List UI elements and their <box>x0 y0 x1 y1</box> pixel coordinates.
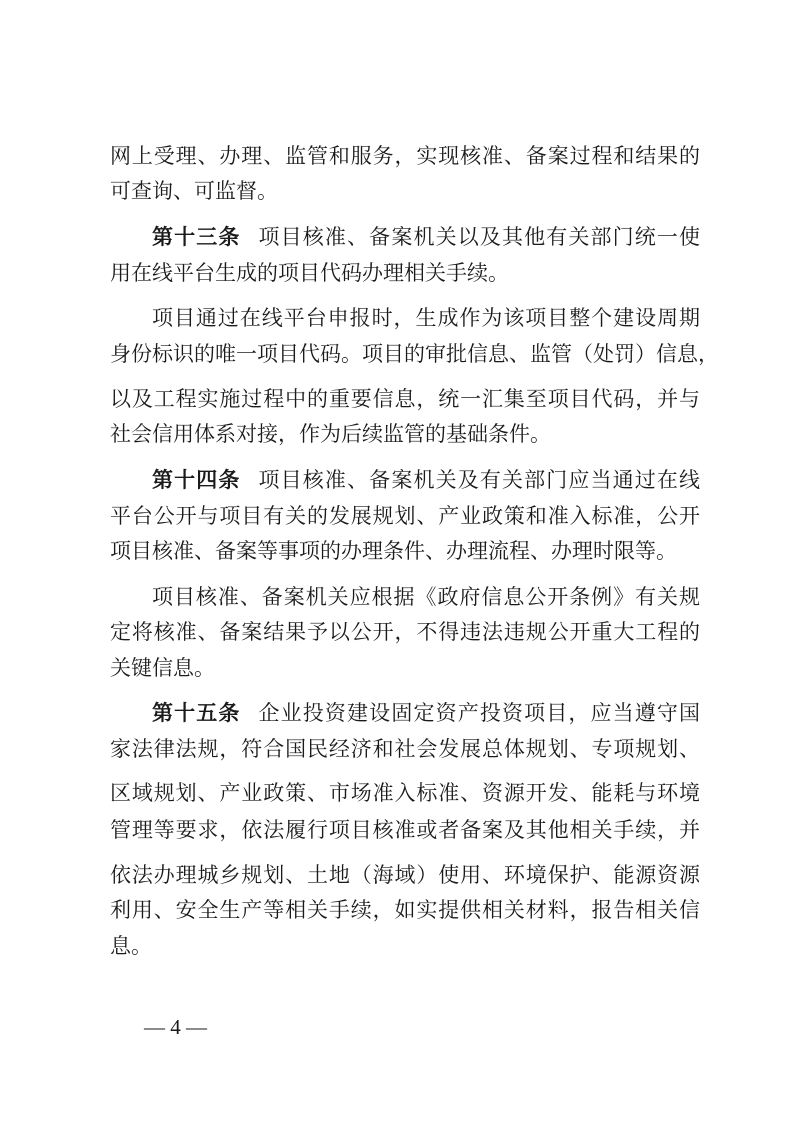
paragraph-line: 用在线平台生成的项目代码办理相关手续。 <box>110 261 509 285</box>
paragraph-line: 依法办理城乡规划、土地（海域）使用、环境保护、能源资源 <box>110 863 700 887</box>
article-14-text: 项目核准、备案机关及有关部门应当通过在线 <box>258 468 701 492</box>
paragraph-line: 息。 <box>110 934 152 958</box>
paragraph-line: 项目核准、备案等事项的办理条件、办理流程、办理时限等。 <box>110 539 677 563</box>
article-15-heading: 第十五条 <box>152 701 241 725</box>
paragraph-line: 利用、安全生产等相关手续，如实提供相关材料，报告相关信 <box>110 898 700 922</box>
article-14-heading: 第十四条 <box>152 468 241 492</box>
page-number: — 4 — <box>144 1015 207 1039</box>
article-15-line <box>152 698 700 728</box>
paragraph-line: 社会信用体系对接，作为后续监管的基础条件。 <box>110 422 551 446</box>
article-13-line <box>152 222 700 252</box>
paragraph-line: 以及工程实施过程中的重要信息，统一汇集至项目代码，并与 <box>110 387 700 411</box>
paragraph-line: 平台公开与项目有关的发展规划、产业政策和准入标准，公开 <box>110 504 700 528</box>
paragraph-line: 可查询、可监督。 <box>110 179 278 203</box>
article-15-text: 企业投资建设固定资产投资项目，应当遵守国 <box>258 701 701 725</box>
paragraph-line: 定将核准、备案结果予以公开，不得违法违规公开重大工程的 <box>110 620 700 644</box>
paragraph-line: 项目通过在线平台申报时，生成作为该项目整个建设周期 <box>152 306 700 330</box>
paragraph-line: 网上受理、办理、监管和服务，实现核准、备案过程和结果的 <box>110 144 700 168</box>
article-13-text: 项目核准、备案机关以及其他有关部门统一使 <box>258 225 701 249</box>
paragraph-line: 关键信息。 <box>110 656 215 680</box>
paragraph-line: 项目核准、备案机关应根据《政府信息公开条例》有关规 <box>152 585 700 609</box>
paragraph-line: 家法律法规，符合国民经济和社会发展总体规划、专项规划、 <box>110 737 700 761</box>
article-13-heading: 第十三条 <box>152 225 241 249</box>
paragraph-line: 身份标识的唯一项目代码。项目的审批信息、监管（处罚）信息， <box>110 342 719 366</box>
article-14-line <box>152 465 700 495</box>
paragraph-line: 管理等要求，依法履行项目核准或者备案及其他相关手续，并 <box>110 818 700 842</box>
paragraph-line: 区域规划、产业政策、市场准入标准、资源开发、能耗与环境 <box>110 781 700 805</box>
